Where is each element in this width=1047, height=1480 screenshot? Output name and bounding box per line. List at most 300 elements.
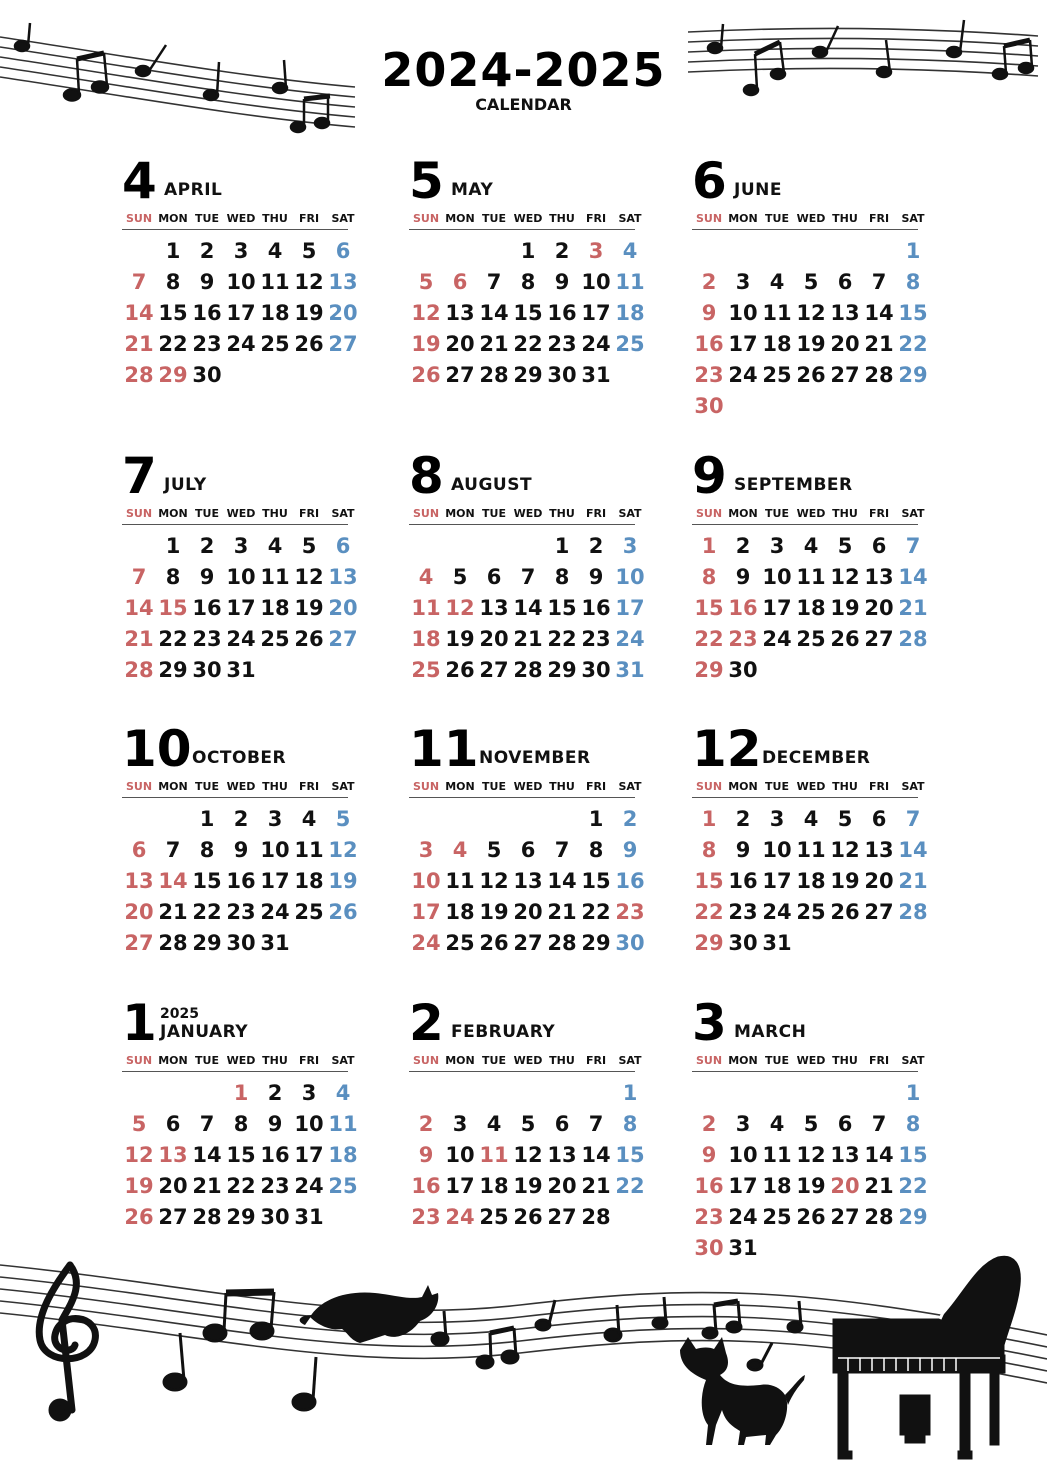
day-grid bbox=[409, 236, 647, 391]
weekday-label: FRI bbox=[585, 507, 607, 520]
day-cell: 12 bbox=[294, 565, 324, 589]
day-cell: 6 bbox=[520, 838, 536, 862]
day-cell: 7 bbox=[486, 270, 502, 294]
weekday-label: TUE bbox=[482, 780, 506, 793]
month-november bbox=[409, 716, 649, 959]
day-cell: 17 bbox=[581, 301, 611, 325]
day-cell: 18 bbox=[260, 301, 290, 325]
day-cell: 18 bbox=[615, 301, 645, 325]
day-cell: 13 bbox=[479, 596, 509, 620]
day-cell: 20 bbox=[830, 332, 860, 356]
day-cell: 21 bbox=[898, 869, 928, 893]
weekday-label: SUN bbox=[695, 1054, 723, 1067]
month-name: APRIL bbox=[164, 180, 223, 200]
day-cell: 28 bbox=[898, 900, 928, 924]
day-cell: 23 bbox=[260, 1174, 290, 1198]
weekday-label: MON bbox=[445, 1054, 475, 1067]
day-cell: 3 bbox=[452, 1112, 468, 1136]
day-cell: 28 bbox=[581, 1205, 611, 1229]
day-cell: 18 bbox=[796, 596, 826, 620]
day-cell: 23 bbox=[411, 1205, 441, 1229]
day-cell: 4 bbox=[452, 838, 468, 862]
weekday-label: THU bbox=[262, 1054, 288, 1067]
day-cell: 24 bbox=[411, 931, 441, 955]
day-cell: 29 bbox=[581, 931, 611, 955]
weekday-label: SUN bbox=[125, 507, 153, 520]
weekday-label: THU bbox=[262, 780, 288, 793]
day-cell: 25 bbox=[762, 363, 792, 387]
day-cell: 9 bbox=[701, 1143, 717, 1167]
day-cell: 20 bbox=[124, 900, 154, 924]
weekday-label: MON bbox=[728, 507, 758, 520]
month-may bbox=[409, 148, 649, 391]
day-cell: 12 bbox=[294, 270, 324, 294]
day-cell: 22 bbox=[581, 900, 611, 924]
day-cell: 19 bbox=[796, 332, 826, 356]
day-cell: 24 bbox=[762, 627, 792, 651]
day-cell: 1 bbox=[520, 239, 536, 263]
day-cell: 9 bbox=[622, 838, 638, 862]
day-cell: 21 bbox=[864, 1174, 894, 1198]
day-cell: 30 bbox=[260, 1205, 290, 1229]
day-cell: 14 bbox=[898, 565, 928, 589]
day-cell: 12 bbox=[513, 1143, 543, 1167]
weekday-header-row bbox=[122, 1054, 355, 1072]
day-cell: 8 bbox=[165, 270, 181, 294]
day-cell: 31 bbox=[294, 1205, 324, 1229]
day-cell: 14 bbox=[547, 869, 577, 893]
day-cell: 10 bbox=[762, 838, 792, 862]
month-number: 5 bbox=[409, 152, 444, 210]
day-cell: 29 bbox=[547, 658, 577, 682]
day-cell: 25 bbox=[411, 658, 441, 682]
day-cell: 20 bbox=[328, 596, 358, 620]
day-cell: 10 bbox=[728, 301, 758, 325]
day-cell: 4 bbox=[803, 534, 819, 558]
day-cell: 22 bbox=[694, 627, 724, 651]
weekday-label: MON bbox=[445, 212, 475, 225]
day-blank bbox=[692, 236, 726, 267]
day-cell: 13 bbox=[864, 838, 894, 862]
day-cell: 25 bbox=[479, 1205, 509, 1229]
weekday-header-row bbox=[409, 780, 642, 798]
day-cell: 13 bbox=[445, 301, 475, 325]
day-cell: 31 bbox=[728, 1236, 758, 1260]
day-cell: 26 bbox=[124, 1205, 154, 1229]
day-cell: 17 bbox=[762, 869, 792, 893]
day-cell: 10 bbox=[294, 1112, 324, 1136]
day-cell: 3 bbox=[735, 1112, 751, 1136]
day-cell: 28 bbox=[479, 363, 509, 387]
day-cell: 20 bbox=[328, 301, 358, 325]
day-cell: 4 bbox=[769, 270, 785, 294]
month-header bbox=[409, 716, 649, 778]
day-cell: 24 bbox=[226, 332, 256, 356]
day-cell: 11 bbox=[411, 596, 441, 620]
weekday-header-row bbox=[692, 1054, 925, 1072]
day-cell: 7 bbox=[554, 838, 570, 862]
weekday-label: WED bbox=[513, 780, 543, 793]
day-cell: 16 bbox=[192, 301, 222, 325]
day-cell: 27 bbox=[479, 658, 509, 682]
day-grid bbox=[692, 531, 930, 686]
day-cell: 4 bbox=[486, 1112, 502, 1136]
day-cell: 21 bbox=[124, 332, 154, 356]
weekday-label: MON bbox=[728, 212, 758, 225]
day-cell: 22 bbox=[898, 1174, 928, 1198]
day-cell: 10 bbox=[411, 869, 441, 893]
day-cell: 7 bbox=[131, 565, 147, 589]
day-cell: 31 bbox=[615, 658, 645, 682]
weekday-label: WED bbox=[796, 780, 826, 793]
day-blank bbox=[409, 804, 443, 835]
day-cell: 14 bbox=[192, 1143, 222, 1167]
month-september bbox=[692, 443, 932, 686]
day-cell: 12 bbox=[796, 301, 826, 325]
day-cell: 5 bbox=[335, 807, 351, 831]
weekday-label: SUN bbox=[412, 507, 440, 520]
day-cell: 26 bbox=[796, 1205, 826, 1229]
weekday-header-row bbox=[409, 1054, 642, 1072]
day-cell: 16 bbox=[260, 1143, 290, 1167]
day-cell: 27 bbox=[124, 931, 154, 955]
weekday-label: FRI bbox=[585, 1054, 607, 1067]
day-cell: 3 bbox=[735, 270, 751, 294]
day-cell: 15 bbox=[226, 1143, 256, 1167]
month-header bbox=[692, 148, 932, 210]
day-blank bbox=[511, 804, 545, 835]
day-grid bbox=[409, 804, 647, 959]
day-cell: 24 bbox=[728, 1205, 758, 1229]
day-cell: 11 bbox=[479, 1143, 509, 1167]
weekday-label: MON bbox=[445, 780, 475, 793]
day-cell: 14 bbox=[513, 596, 543, 620]
weekday-label: SAT bbox=[901, 1054, 925, 1067]
day-cell: 14 bbox=[864, 1143, 894, 1167]
day-cell: 30 bbox=[192, 658, 222, 682]
weekday-label: TUE bbox=[765, 1054, 789, 1067]
day-cell: 22 bbox=[547, 627, 577, 651]
weekday-label: TUE bbox=[195, 780, 219, 793]
day-cell: 31 bbox=[581, 363, 611, 387]
day-cell: 27 bbox=[547, 1205, 577, 1229]
day-cell: 26 bbox=[411, 363, 441, 387]
day-cell: 30 bbox=[694, 1236, 724, 1260]
weekday-label: SAT bbox=[901, 212, 925, 225]
day-cell: 2 bbox=[199, 239, 215, 263]
day-cell: 2 bbox=[267, 1081, 283, 1105]
day-blank bbox=[692, 1078, 726, 1109]
day-cell: 5 bbox=[486, 838, 502, 862]
month-name: DECEMBER bbox=[762, 748, 871, 768]
day-cell: 21 bbox=[124, 627, 154, 651]
day-cell: 8 bbox=[905, 270, 921, 294]
day-cell: 9 bbox=[233, 838, 249, 862]
day-cell: 29 bbox=[694, 658, 724, 682]
day-cell: 26 bbox=[479, 931, 509, 955]
month-number: 9 bbox=[692, 447, 727, 505]
day-cell: 25 bbox=[762, 1205, 792, 1229]
weekday-label: MON bbox=[158, 1054, 188, 1067]
weekday-label: FRI bbox=[868, 780, 890, 793]
day-cell: 7 bbox=[520, 565, 536, 589]
month-name: NOVEMBER bbox=[479, 748, 591, 768]
day-cell: 9 bbox=[701, 301, 717, 325]
day-cell: 29 bbox=[898, 1205, 928, 1229]
day-blank bbox=[156, 804, 190, 835]
day-cell: 19 bbox=[294, 301, 324, 325]
day-cell: 26 bbox=[830, 627, 860, 651]
day-cell: 28 bbox=[513, 658, 543, 682]
day-cell: 8 bbox=[554, 565, 570, 589]
day-cell: 16 bbox=[694, 1174, 724, 1198]
day-cell: 11 bbox=[762, 301, 792, 325]
day-cell: 10 bbox=[226, 270, 256, 294]
day-cell: 25 bbox=[294, 900, 324, 924]
day-cell: 20 bbox=[864, 596, 894, 620]
day-cell: 25 bbox=[260, 627, 290, 651]
day-cell: 13 bbox=[158, 1143, 188, 1167]
day-cell: 6 bbox=[131, 838, 147, 862]
day-cell: 20 bbox=[864, 869, 894, 893]
day-cell: 1 bbox=[701, 534, 717, 558]
day-blank bbox=[443, 531, 477, 562]
month-number: 6 bbox=[692, 152, 727, 210]
weekday-label: SUN bbox=[695, 212, 723, 225]
day-cell: 13 bbox=[830, 301, 860, 325]
day-cell: 19 bbox=[411, 332, 441, 356]
day-cell: 11 bbox=[328, 1112, 358, 1136]
day-cell: 8 bbox=[588, 838, 604, 862]
month-october bbox=[122, 716, 362, 959]
weekday-label: FRI bbox=[298, 780, 320, 793]
day-cell: 23 bbox=[615, 900, 645, 924]
day-cell: 25 bbox=[445, 931, 475, 955]
day-cell: 14 bbox=[479, 301, 509, 325]
weekday-header-row bbox=[122, 507, 355, 525]
day-cell: 28 bbox=[124, 658, 154, 682]
day-cell: 13 bbox=[864, 565, 894, 589]
month-header bbox=[122, 990, 362, 1052]
day-cell: 25 bbox=[796, 900, 826, 924]
day-cell: 27 bbox=[830, 1205, 860, 1229]
day-cell: 22 bbox=[192, 900, 222, 924]
day-cell: 28 bbox=[864, 1205, 894, 1229]
weekday-label: THU bbox=[832, 1054, 858, 1067]
day-cell: 11 bbox=[796, 565, 826, 589]
weekday-label: MON bbox=[158, 780, 188, 793]
day-cell: 21 bbox=[192, 1174, 222, 1198]
weekday-label: SUN bbox=[125, 212, 153, 225]
day-cell: 18 bbox=[411, 627, 441, 651]
day-cell: 1 bbox=[199, 807, 215, 831]
day-cell: 20 bbox=[830, 1174, 860, 1198]
day-cell: 10 bbox=[615, 565, 645, 589]
day-blank bbox=[760, 1078, 794, 1109]
weekday-label: SUN bbox=[125, 1054, 153, 1067]
weekday-header-row bbox=[692, 507, 925, 525]
day-cell: 26 bbox=[294, 627, 324, 651]
weekday-label: FRI bbox=[868, 212, 890, 225]
day-cell: 21 bbox=[158, 900, 188, 924]
weekday-label: SAT bbox=[331, 507, 355, 520]
day-cell: 10 bbox=[581, 270, 611, 294]
day-cell: 30 bbox=[615, 931, 645, 955]
day-grid bbox=[409, 1078, 647, 1233]
month-header bbox=[122, 148, 362, 210]
day-cell: 15 bbox=[547, 596, 577, 620]
day-grid bbox=[122, 236, 360, 391]
day-cell: 17 bbox=[728, 1174, 758, 1198]
weekday-header-row bbox=[692, 212, 925, 230]
day-cell: 18 bbox=[762, 332, 792, 356]
day-cell: 8 bbox=[701, 565, 717, 589]
day-cell: 5 bbox=[837, 807, 853, 831]
weekday-label: THU bbox=[549, 212, 575, 225]
day-cell: 14 bbox=[124, 301, 154, 325]
day-cell: 23 bbox=[547, 332, 577, 356]
day-cell: 28 bbox=[124, 363, 154, 387]
weekday-label: THU bbox=[262, 212, 288, 225]
day-cell: 20 bbox=[547, 1174, 577, 1198]
day-cell: 17 bbox=[226, 301, 256, 325]
day-blank bbox=[443, 236, 477, 267]
day-cell: 12 bbox=[830, 838, 860, 862]
day-cell: 17 bbox=[260, 869, 290, 893]
day-cell: 17 bbox=[615, 596, 645, 620]
weekday-label: FRI bbox=[868, 1054, 890, 1067]
day-cell: 4 bbox=[769, 1112, 785, 1136]
day-cell: 27 bbox=[864, 900, 894, 924]
day-cell: 10 bbox=[260, 838, 290, 862]
day-blank bbox=[443, 804, 477, 835]
day-cell: 15 bbox=[158, 301, 188, 325]
day-cell: 30 bbox=[694, 394, 724, 418]
day-cell: 4 bbox=[301, 807, 317, 831]
day-cell: 27 bbox=[158, 1205, 188, 1229]
day-cell: 7 bbox=[905, 807, 921, 831]
month-number: 10 bbox=[122, 720, 192, 778]
day-cell: 26 bbox=[445, 658, 475, 682]
month-june bbox=[692, 148, 932, 422]
day-cell: 1 bbox=[622, 1081, 638, 1105]
day-cell: 16 bbox=[694, 332, 724, 356]
weekday-label: MON bbox=[728, 1054, 758, 1067]
month-name: FEBRUARY bbox=[451, 1022, 556, 1042]
day-blank bbox=[862, 236, 896, 267]
day-cell: 22 bbox=[694, 900, 724, 924]
weekday-label: WED bbox=[226, 780, 256, 793]
day-cell: 11 bbox=[445, 869, 475, 893]
day-cell: 11 bbox=[294, 838, 324, 862]
day-cell: 2 bbox=[735, 534, 751, 558]
day-cell: 15 bbox=[694, 596, 724, 620]
weekday-header-row bbox=[122, 780, 355, 798]
day-cell: 12 bbox=[328, 838, 358, 862]
day-cell: 7 bbox=[905, 534, 921, 558]
day-cell: 1 bbox=[588, 807, 604, 831]
day-cell: 13 bbox=[547, 1143, 577, 1167]
day-cell: 27 bbox=[864, 627, 894, 651]
day-cell: 27 bbox=[830, 363, 860, 387]
month-name: AUGUST bbox=[451, 475, 533, 495]
day-cell: 19 bbox=[294, 596, 324, 620]
day-blank bbox=[726, 1078, 760, 1109]
day-cell: 6 bbox=[335, 534, 351, 558]
day-cell: 17 bbox=[445, 1174, 475, 1198]
day-cell: 30 bbox=[192, 363, 222, 387]
weekday-label: THU bbox=[832, 507, 858, 520]
day-cell: 18 bbox=[294, 869, 324, 893]
day-cell: 9 bbox=[588, 565, 604, 589]
day-cell: 11 bbox=[260, 270, 290, 294]
day-cell: 11 bbox=[796, 838, 826, 862]
day-cell: 27 bbox=[328, 332, 358, 356]
day-cell: 17 bbox=[226, 596, 256, 620]
day-grid bbox=[692, 804, 930, 959]
day-cell: 22 bbox=[513, 332, 543, 356]
day-cell: 15 bbox=[694, 869, 724, 893]
month-january bbox=[122, 990, 362, 1233]
day-cell: 21 bbox=[864, 332, 894, 356]
weekday-label: SAT bbox=[618, 780, 642, 793]
month-header bbox=[409, 443, 649, 505]
weekday-label: WED bbox=[513, 212, 543, 225]
weekday-label: SAT bbox=[331, 1054, 355, 1067]
day-blank bbox=[156, 1078, 190, 1109]
day-blank bbox=[409, 1078, 443, 1109]
day-cell: 13 bbox=[328, 565, 358, 589]
day-cell: 6 bbox=[165, 1112, 181, 1136]
day-cell: 16 bbox=[411, 1174, 441, 1198]
day-cell: 24 bbox=[762, 900, 792, 924]
day-cell: 15 bbox=[615, 1143, 645, 1167]
weekday-label: WED bbox=[226, 507, 256, 520]
weekday-label: TUE bbox=[765, 780, 789, 793]
calendar-subtitle: CALENDAR bbox=[475, 95, 572, 114]
day-cell: 28 bbox=[158, 931, 188, 955]
weekday-label: SUN bbox=[695, 507, 723, 520]
month-number: 3 bbox=[692, 994, 727, 1052]
day-blank bbox=[477, 531, 511, 562]
weekday-label: FRI bbox=[298, 507, 320, 520]
day-cell: 15 bbox=[158, 596, 188, 620]
day-cell: 13 bbox=[124, 869, 154, 893]
day-cell: 24 bbox=[615, 627, 645, 651]
day-blank bbox=[828, 1078, 862, 1109]
day-blank bbox=[511, 531, 545, 562]
day-cell: 2 bbox=[701, 1112, 717, 1136]
month-header bbox=[409, 148, 649, 210]
day-blank bbox=[726, 236, 760, 267]
day-cell: 4 bbox=[418, 565, 434, 589]
day-blank bbox=[511, 1078, 545, 1109]
day-cell: 20 bbox=[479, 627, 509, 651]
day-cell: 25 bbox=[260, 332, 290, 356]
weekday-label: WED bbox=[796, 212, 826, 225]
month-march bbox=[692, 990, 932, 1264]
day-blank bbox=[579, 1078, 613, 1109]
day-blank bbox=[190, 1078, 224, 1109]
weekday-label: MON bbox=[728, 780, 758, 793]
day-cell: 24 bbox=[728, 363, 758, 387]
day-cell: 19 bbox=[796, 1174, 826, 1198]
day-cell: 21 bbox=[898, 596, 928, 620]
day-cell: 29 bbox=[158, 363, 188, 387]
day-cell: 30 bbox=[547, 363, 577, 387]
day-cell: 23 bbox=[581, 627, 611, 651]
day-cell: 20 bbox=[445, 332, 475, 356]
